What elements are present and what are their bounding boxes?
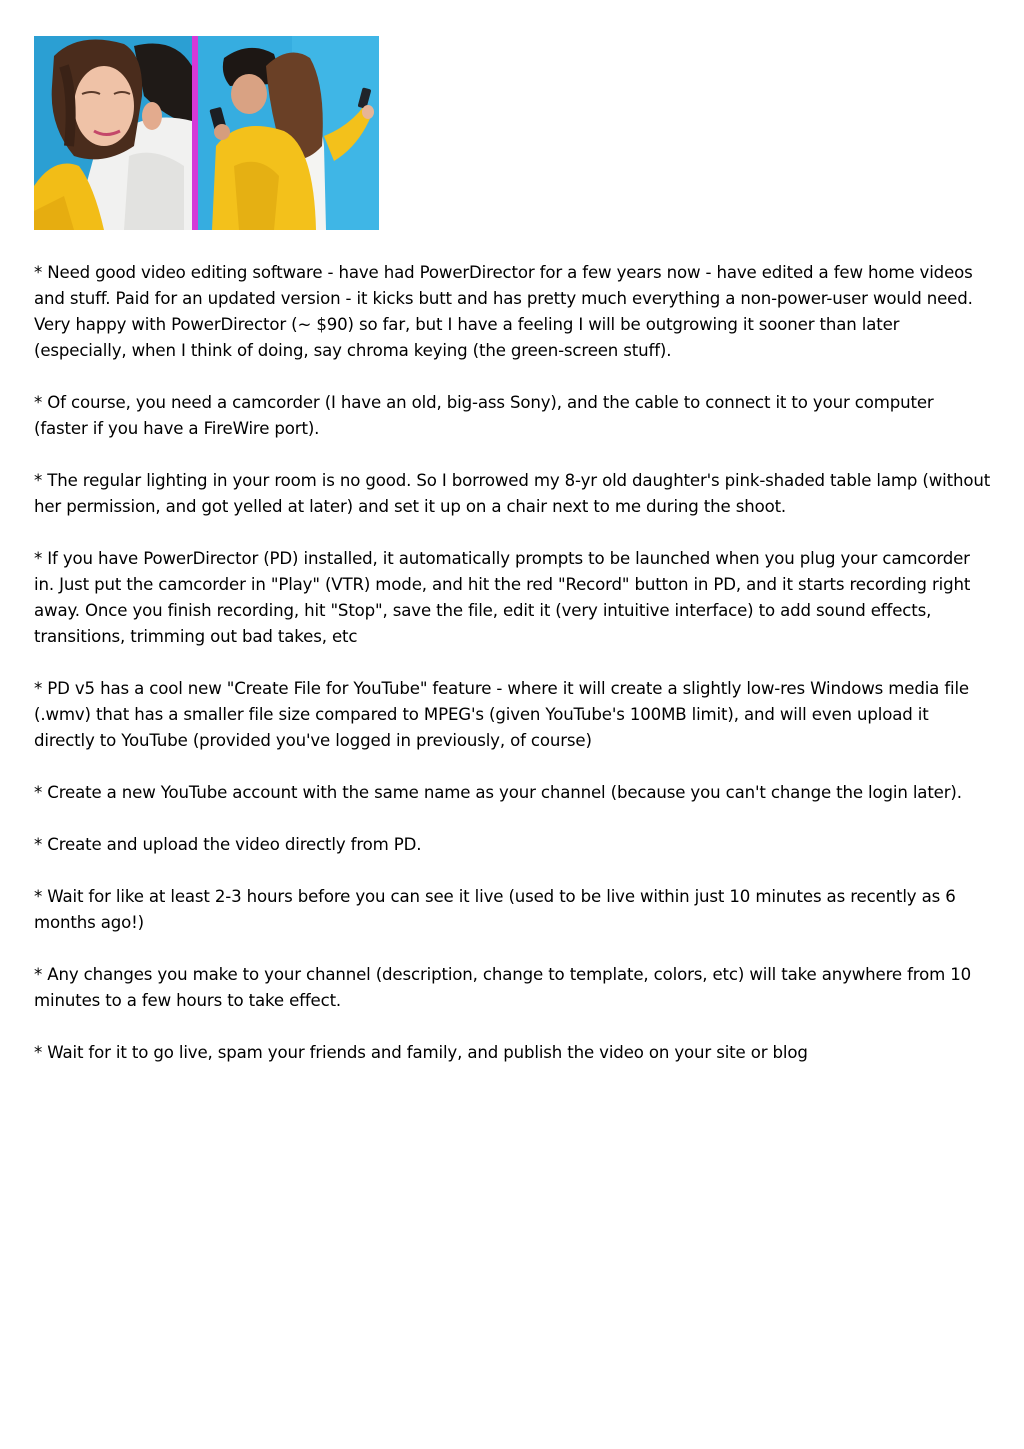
paragraph: * Wait for like at least 2-3 hours before you can see it live (used to be live within just 10 minutes as recently as 6 months ago!) [34, 887, 956, 932]
document-page [34, 36, 992, 1092]
paragraph: * Of course, you need a camcorder (I have an old, big-ass Sony), and the cable to connect it to your computer (faster if you have a FireWire port). [34, 393, 934, 438]
paragraph: * If you have PowerDirector (PD) installed, it automatically prompts to be launched when you plug your camcorder in. Just put the camcorder in "Play" (VTR) mode, and hit the red "Record" button in PD, and it starts recording right away. Once you finish recording, hit "Stop", save the file, edit it (very intuitive interface) to add sound effects, transitions, trimming out bad takes, etc [34, 549, 971, 646]
paragraph: * Any changes you make to your channel (description, change to template, colors, etc) will take anywhere from 10 minutes to a few hours to take effect. [34, 965, 972, 1010]
couple-hugging-phones-photo [34, 36, 379, 230]
article-body [34, 260, 992, 1066]
paragraph: * The regular lighting in your room is no good. So I borrowed my 8-yr old daughter's pink-shaded table lamp (without her permission, and got yelled at later) and set it up on a chair next to me during the shoot. [34, 471, 991, 516]
paragraph: * Wait for it to go live, spam your friends and family, and publish the video on your site or blog [34, 1043, 808, 1062]
paragraph: * Create and upload the video directly from PD. [34, 835, 422, 854]
paragraph: * Need good video editing software - have had PowerDirector for a few years now - have edited a few home videos and stuff. Paid for an updated version - it kicks butt and has pretty much everything a non-power-user would need. Very happy with PowerDirector (~ $90) so far, but I have a feeling I will be outgrowing it sooner than later (especially, when I think of doing, say chroma keying (the green-screen stuff). [34, 263, 973, 360]
paragraph: * Create a new YouTube account with the same name as your channel (because you can't change the login later). [34, 783, 962, 802]
paragraph: * PD v5 has a cool new "Create File for YouTube" feature - where it will create a slightly low-res Windows media file (.wmv) that has a smaller file size compared to MPEG's (given YouTube's 100MB limit), and will even upload it directly to YouTube (provided you've logged in previously, of course) [34, 679, 969, 750]
